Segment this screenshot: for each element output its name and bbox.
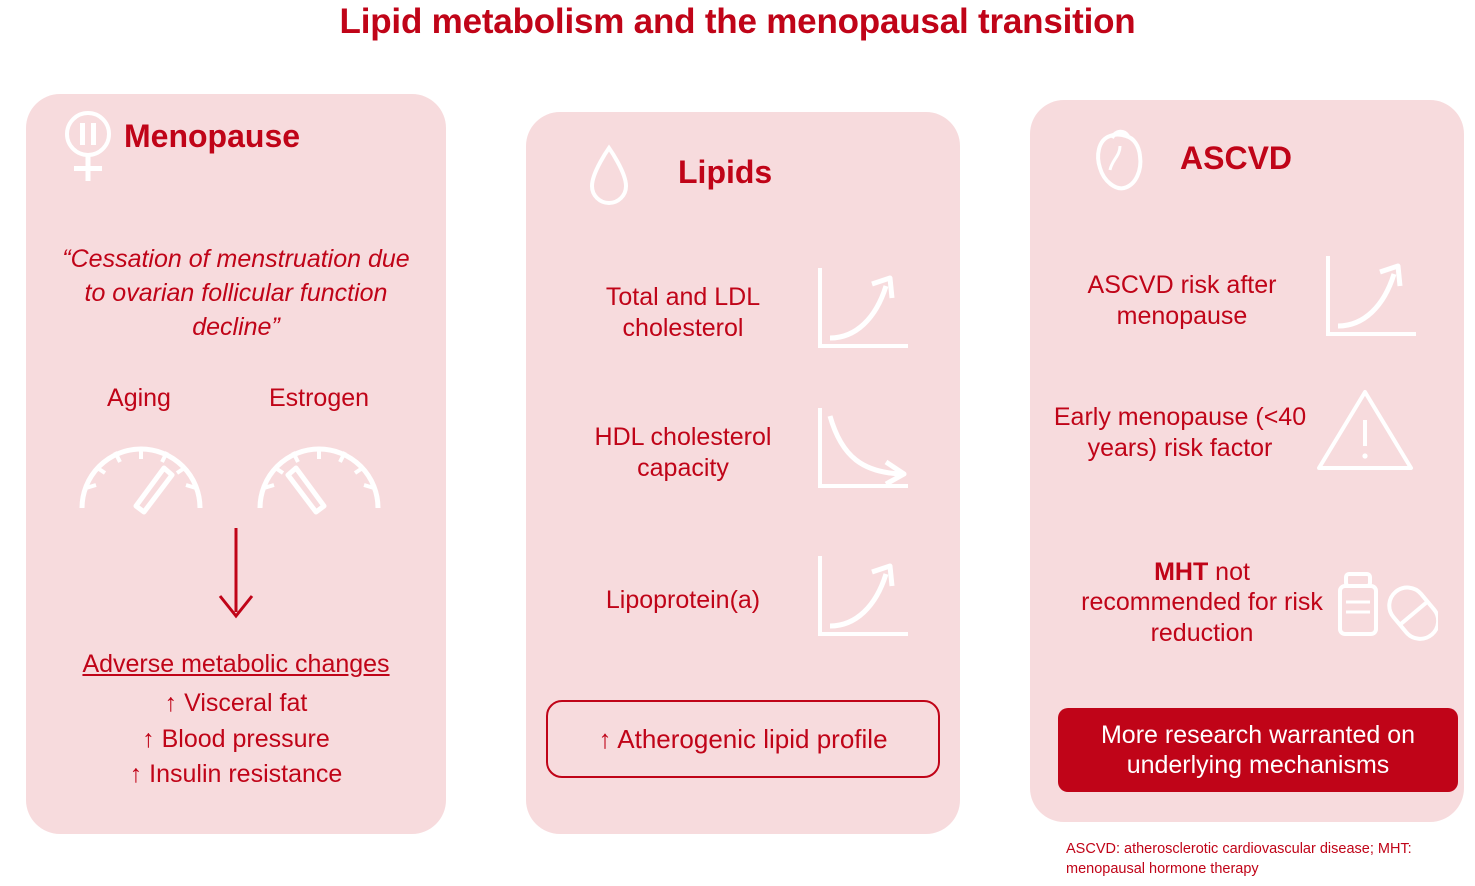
adverse-changes-heading: Adverse metabolic changes xyxy=(82,650,390,678)
footnote-abbreviations: ASCVD: atherosclerotic cardiovascular disease; MHT: menopausal hormone therapy xyxy=(1066,841,1412,877)
droplet-icon xyxy=(584,142,634,217)
page-title: Lipid metabolism and the menopausal transition xyxy=(339,2,1136,41)
panel-lipids xyxy=(526,112,960,834)
panel-menopause-title: Menopause xyxy=(124,118,301,154)
panel-ascvd-header xyxy=(1030,100,1464,190)
factor-label-estrogen: Estrogen xyxy=(268,384,370,412)
lipid-row-label: Total and LDL cholesterol xyxy=(605,283,761,342)
ascvd-row-label: Early menopause (<40 years) risk factor xyxy=(1053,403,1307,462)
ascvd-row-risk-after-menopause xyxy=(1048,250,1448,351)
chart-up-icon xyxy=(1316,250,1422,351)
list-item: ↑ Visceral fat xyxy=(164,689,308,717)
panel-lipids-title: Lipids xyxy=(678,154,773,190)
ascvd-row-label xyxy=(1076,557,1328,649)
gauge-icon xyxy=(250,424,388,521)
ascvd-row-label: ASCVD risk after menopause xyxy=(1087,271,1277,330)
lipid-row-label: HDL cholesterol capacity xyxy=(594,423,772,482)
panel-menopause xyxy=(26,94,446,834)
menopause-definition-quote: “Cessation of menstruation due to ovarian follicular function decline” xyxy=(62,245,410,341)
chart-up-icon xyxy=(808,262,914,363)
ascvd-row-mht xyxy=(1048,552,1448,653)
factor-label-aging: Aging xyxy=(107,384,171,412)
medication-icon xyxy=(1328,552,1438,653)
warning-triangle-icon xyxy=(1312,382,1418,483)
lipid-row-total-ldl xyxy=(558,262,944,363)
mht-rest: not recommended for risk reduction xyxy=(1081,557,1323,647)
chart-down-icon xyxy=(808,402,914,503)
adverse-changes-list xyxy=(50,686,422,793)
panel-menopause-header xyxy=(26,94,446,184)
down-arrow-icon xyxy=(204,524,268,629)
heart-icon xyxy=(1090,126,1152,203)
atherogenic-profile-pill: ↑ Atherogenic lipid profile xyxy=(546,700,940,778)
list-item: ↑ Blood pressure xyxy=(142,724,330,753)
gauge-icon xyxy=(72,424,210,521)
list-item: ↑ Insulin resistance xyxy=(129,760,343,788)
panel-ascvd xyxy=(1030,100,1464,822)
venus-symbol-icon xyxy=(60,110,116,191)
mht-abbrev: MHT xyxy=(1154,557,1209,586)
more-research-banner: More research warranted on underlying mechanisms xyxy=(1058,708,1458,792)
lipid-row-label: Lipoprotein(a) xyxy=(605,586,761,615)
ascvd-row-early-menopause xyxy=(1048,382,1448,483)
panel-lipids-header xyxy=(526,112,960,202)
panel-ascvd-title: ASCVD xyxy=(1180,140,1293,176)
lipid-row-lpa xyxy=(558,550,944,651)
chart-up-icon xyxy=(808,550,914,651)
lipid-row-hdl xyxy=(558,402,944,503)
